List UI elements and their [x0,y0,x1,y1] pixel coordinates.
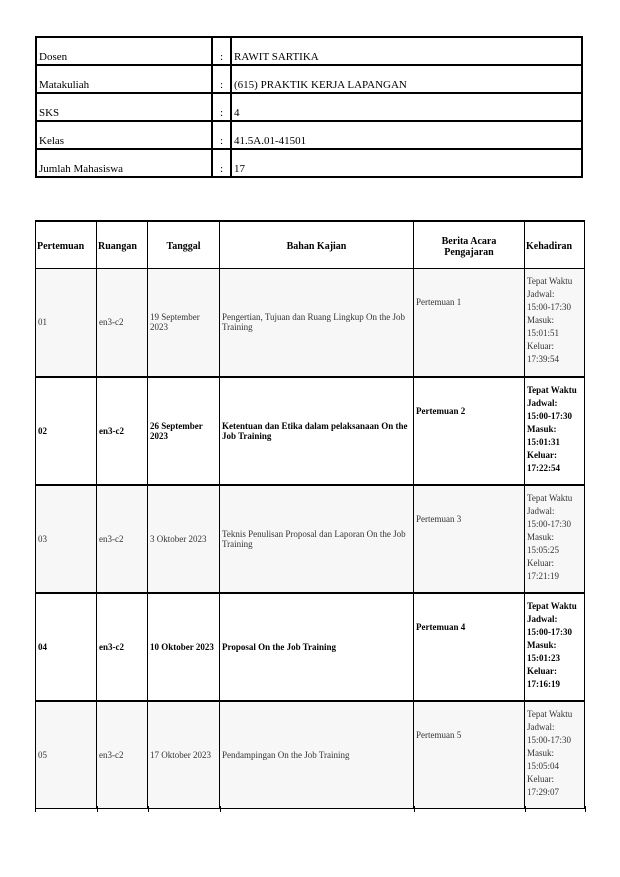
kehadiran-keluar: 17:22:54 [527,462,560,473]
kehadiran-jadwal: 15:00-17:30 [527,518,571,529]
cell-tanggal: 17 Oktober 2023 [148,701,220,809]
kehadiran-status: Tepat Waktu [527,384,577,395]
kehadiran-jadwal: 15:00-17:30 [527,626,572,637]
cell-tanggal: 3 Oktober 2023 [148,485,220,593]
cell-ruangan: en3-c2 [97,377,148,485]
kehadiran-masuk: 15:05:04 [527,760,560,771]
cell-pertemuan: 02 [36,377,97,485]
info-label: Jumlah Mahasiswa [36,149,212,177]
table-header-row [36,221,585,269]
info-value-jumlah-mahasiswa: 17 [231,149,582,177]
info-label: Matakuliah [36,65,212,93]
header-kehadiran: Kehadiran [525,221,585,269]
info-label: Dosen [36,37,212,65]
column-divider [97,806,98,812]
kehadiran-jadwal-label: Jadwal: [527,289,555,299]
kehadiran-status: Tepat Waktu [527,492,573,503]
cell-tanggal: 19 September 2023 [148,269,220,377]
cell-kehadiran [525,593,585,701]
info-separator: : [212,93,231,121]
table-row [36,593,585,701]
kehadiran-keluar-label: Keluar: [527,773,554,784]
info-separator: : [212,149,231,177]
kehadiran-keluar: 17:21:19 [527,570,560,581]
cell-ruangan: en3-c2 [97,593,148,701]
kehadiran-status: Tepat Waktu [527,276,573,286]
kehadiran-status: Tepat Waktu [527,708,573,719]
cell-kehadiran [525,701,585,809]
table-row [36,701,585,809]
kehadiran-jadwal: 15:00-17:30 [527,410,572,421]
cell-kehadiran [525,485,585,593]
cell-kehadiran [525,377,585,485]
cell-pertemuan: 04 [36,593,97,701]
header-pertemuan: Pertemuan [36,221,97,269]
cell-berita-acara: Pertemuan 3 [414,485,525,593]
kehadiran-keluar-label: Keluar: [527,665,557,676]
info-label: SKS [36,93,212,121]
header-bahan-kajian: Bahan Kajian [220,221,414,269]
kehadiran-keluar-label: Keluar: [527,557,554,568]
kehadiran-keluar: 17:16:19 [527,678,560,689]
cell-berita-acara: Pertemuan 2 [414,377,525,485]
column-divider [148,806,149,812]
kehadiran-jadwal-label: Jadwal: [527,613,558,624]
header-berita-acara: Berita Acara Pengajaran [414,221,525,269]
kehadiran-masuk: 15:01:23 [527,652,560,663]
info-separator: : [212,37,231,65]
column-divider [525,806,526,812]
cell-tanggal: 26 September 2023 [148,377,220,485]
info-value-sks: 4 [231,93,582,121]
kehadiran-jadwal-label: Jadwal: [527,505,555,516]
kehadiran-masuk: 15:05:25 [527,544,560,555]
info-row-kelas [36,121,582,149]
cell-bahan-kajian: Proposal On the Job Training [220,593,414,701]
kehadiran-jadwal: 15:00-17:30 [527,302,571,312]
kehadiran-masuk-label: Masuk: [527,747,554,758]
cell-pertemuan: 01 [36,269,97,377]
kehadiran-masuk: 15:01:31 [527,436,560,447]
info-row-matakuliah [36,65,582,93]
kehadiran-keluar: 17:39:54 [527,354,560,364]
table-row [36,485,585,593]
table-row [36,269,585,377]
cell-ruangan: en3-c2 [97,701,148,809]
table-continuation-edge [35,806,586,812]
cell-tanggal: 10 Oktober 2023 [148,593,220,701]
kehadiran-masuk-label: Masuk: [527,315,554,325]
column-divider [414,806,415,812]
cell-pertemuan: 03 [36,485,97,593]
kehadiran-masuk-label: Masuk: [527,639,557,650]
info-value-matakuliah: (615) PRAKTIK KERJA LAPANGAN [231,65,582,93]
cell-kehadiran [525,269,585,377]
course-info-table [35,36,583,178]
kehadiran-jadwal: 15:00-17:30 [527,734,571,745]
info-row-sks [36,93,582,121]
info-value-kelas: 41.5A.01-41501 [231,121,582,149]
info-row-jumlah-mahasiswa [36,149,582,177]
header-tanggal: Tanggal [148,221,220,269]
cell-ruangan: en3-c2 [97,485,148,593]
cell-berita-acara: Pertemuan 4 [414,593,525,701]
kehadiran-keluar: 17:29:07 [527,786,560,797]
table-row [36,377,585,485]
cell-bahan-kajian: Ketentuan dan Etika dalam pelaksanaan On the Job Training [220,377,414,485]
info-label: Kelas [36,121,212,149]
cell-bahan-kajian: Pendampingan On the Job Training [220,701,414,809]
info-separator: : [212,65,231,93]
kehadiran-keluar-label: Keluar: [527,341,554,351]
kehadiran-masuk-label: Masuk: [527,423,557,434]
kehadiran-jadwal-label: Jadwal: [527,721,555,732]
info-row-dosen [36,37,582,65]
kehadiran-masuk: 15:01:51 [527,328,560,338]
cell-berita-acara: Pertemuan 5 [414,701,525,809]
meeting-schedule-table [35,220,585,809]
kehadiran-masuk-label: Masuk: [527,531,554,542]
kehadiran-jadwal-label: Jadwal: [527,397,558,408]
column-divider [220,806,221,812]
info-value-dosen: RAWIT SARTIKA [231,37,582,65]
kehadiran-status: Tepat Waktu [527,600,577,611]
cell-ruangan: en3-c2 [97,269,148,377]
kehadiran-keluar-label: Keluar: [527,449,557,460]
header-ruangan: Ruangan [97,221,148,269]
cell-bahan-kajian: Pengertian, Tujuan dan Ruang Lingkup On the Job Training [220,269,414,377]
cell-berita-acara: Pertemuan 1 [414,269,525,377]
cell-bahan-kajian: Teknis Penulisan Proposal dan Laporan On the Job Training [220,485,414,593]
info-separator: : [212,121,231,149]
cell-pertemuan: 05 [36,701,97,809]
